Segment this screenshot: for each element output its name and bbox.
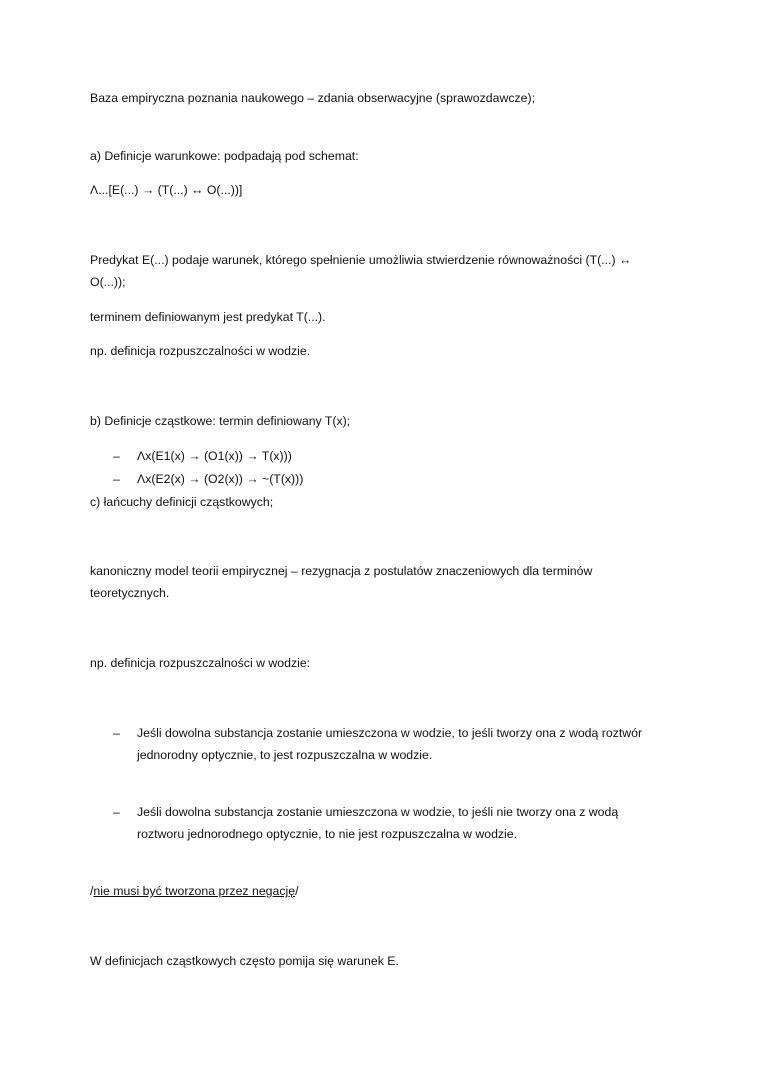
defined-term-paragraph: terminem definiowanym jest predykat T(...). (90, 310, 326, 324)
closing-paragraph: W definicjach cząstkowych często pomija się warunek E. (90, 954, 399, 968)
section-b-heading: b) Definicje cząstkowe: termin definiowany T(x); (90, 414, 351, 428)
solubility-rule-2-line1: Jeśli dowolna substancja zostanie umieszczona w wodzie, to jeśli nie tworzy ona z wodą (137, 805, 619, 819)
partial-definition-formula-2: Λx(E2(x) → (O2(x)) → ~(T(x))) (137, 472, 304, 486)
section-a-heading: a) Definicje warunkowe: podpadają pod schemat: (90, 149, 359, 163)
intro-paragraph: Baza empiryczna poznania naukowego – zdania obserwacyjne (sprawozdawcze); (90, 91, 535, 105)
conditional-definition-schema: Λ...[E(...) → (T(...) ↔ O(...))] (90, 183, 243, 197)
note-open-slash: / (90, 884, 94, 898)
note-line (90, 883, 298, 899)
section-c-heading: c) łańcuchy definicji cząstkowych; (90, 495, 274, 509)
bullet-marker: – (113, 449, 120, 463)
solubility-rule-1-line1: Jeśli dowolna substancja zostanie umieszczona w wodzie, to jeśli tworzy ona z wodą roztwór (137, 726, 643, 740)
partial-definition-formula-1: Λx(E1(x) → (O1(x)) → T(x))) (137, 449, 292, 463)
note-underlined-text: nie musi być tworzona przez negację (93, 884, 296, 898)
example2-heading: np. definicja rozpuszczalności w wodzie: (90, 656, 311, 670)
canonical-model-line2: teoretycznych. (90, 586, 170, 600)
bullet-marker: – (113, 472, 120, 486)
predicate-description-line1: Predykat E(...) podaje warunek, którego spełnienie umożliwia stwierdzenie równoważności (T(...) ↔ (90, 253, 632, 267)
predicate-description-line2: O(...)); (90, 275, 126, 289)
solubility-rule-1-line2: jednorodny optycznie, to jest rozpuszczalna w wodzie. (137, 748, 433, 762)
note-close-slash: / (295, 884, 299, 898)
solubility-rule-2-line2: roztworu jednorodnego optycznie, to nie jest rozpuszczalna w wodzie. (137, 827, 518, 841)
canonical-model-line1: kanoniczny model teorii empirycznej – rezygnacja z postulatów znaczeniowych dla terminów (90, 564, 593, 578)
example-paragraph: np. definicja rozpuszczalności w wodzie. (90, 344, 311, 358)
bullet-marker: – (113, 805, 120, 819)
bullet-marker: – (113, 726, 120, 740)
